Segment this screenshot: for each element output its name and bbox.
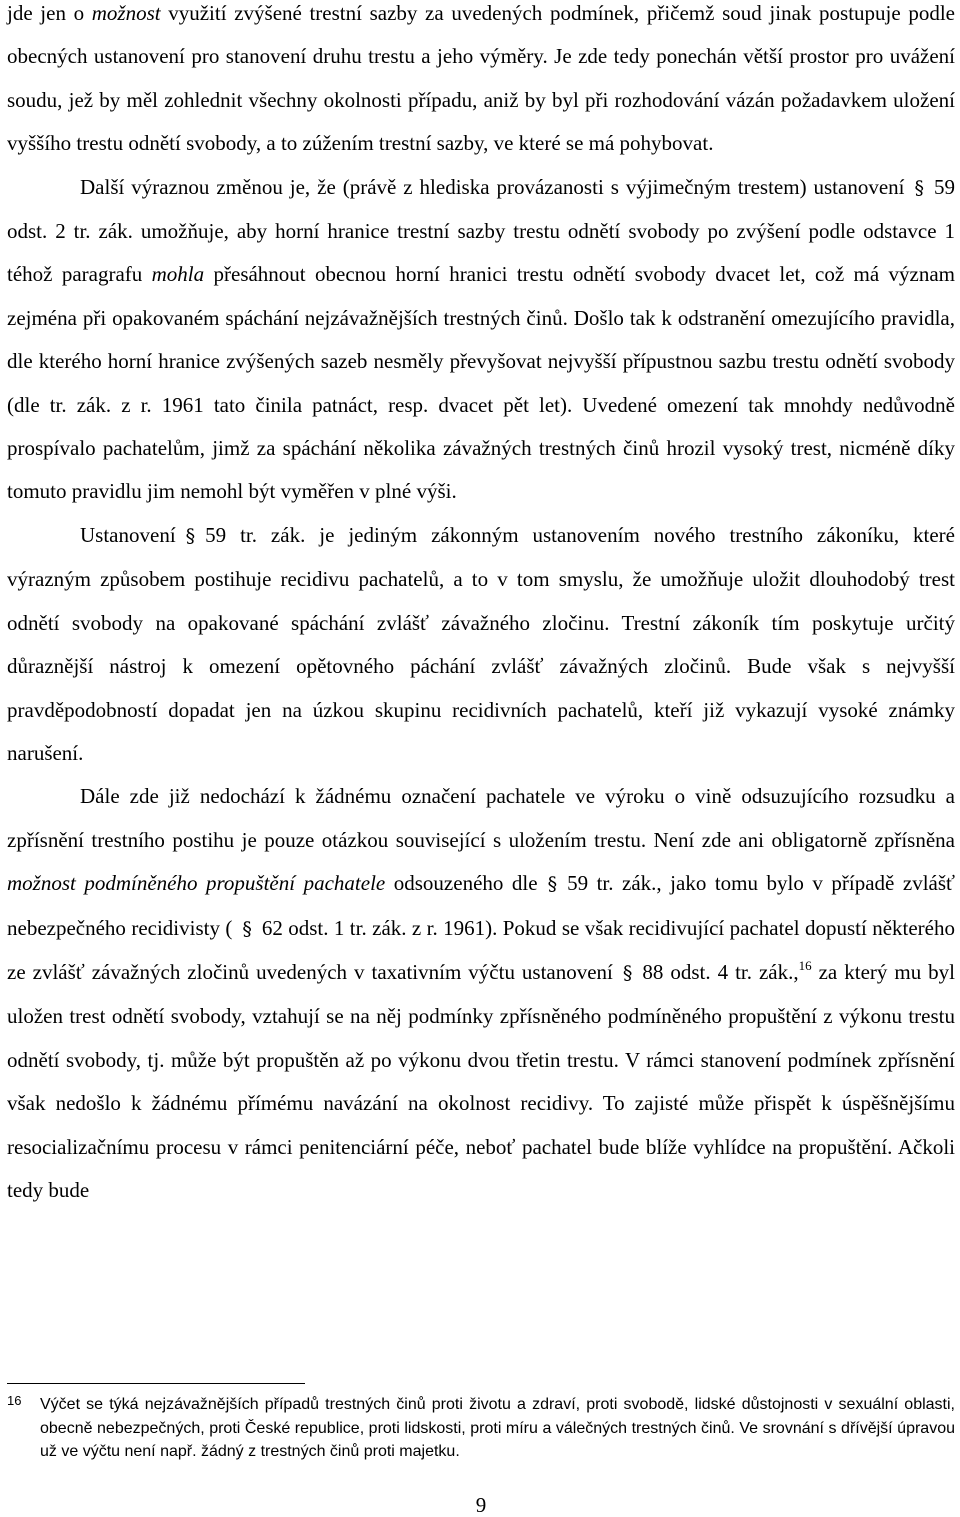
document-page — [7, 0, 956, 1517]
text-run: Ustanovení — [80, 522, 176, 547]
footnote-number: 16 — [7, 1393, 22, 1408]
page-number: 9 — [475, 1493, 487, 1517]
footnote-text: Výčet se týká nejzávažnějších případů trestných činů proti životu a zdraví, proti svobodě, lidské důstojnosti v sexuální oblasti, obecně nebezpečných, proti České republice, proti lidskosti, proti míru a válečných trestných činů. Ve srovnání s dřívější úpravou už ve výčtu není např. žádný z trestných činů proti majetku. — [40, 1396, 955, 1460]
emphasis-text: možnost podmíněného propuštění pachatele — [7, 871, 386, 896]
text-run: 59 odst. 2 tr. zák. umožňuje, aby horní hranice trestní sazby trestu odnětí svobody po zvýšení podle odstavce 1 téhož paragrafu — [7, 174, 955, 287]
paragraph-3 — [7, 514, 955, 775]
footnote — [7, 1393, 955, 1464]
section-sign-icon: § — [547, 873, 558, 896]
section-sign-icon: § — [185, 524, 196, 547]
paragraph-2 — [7, 166, 955, 514]
text-run: 62 odst. 1 tr. zák. z r. 1961). Pokud se však recidivující pachatel dopustí některého ze zvlášť závažných zločinů uvedených v taxativním výčtu ustanovení — [7, 915, 955, 984]
section-sign-icon: § — [914, 176, 924, 199]
text-run: využití zvýšené trestní sazby za uvedených podmínek, přičemž soud jinak postupuje podle obecných ustanovení pro stanovení druhu trestu a jeho výměry. Je zde tedy ponechán větší prostor pro uvážení soudu, jež by měl zohlednit všechny okolnosti případu, aniž by byl při rozhodování vázán požadavkem uložení vyššího trestu odnětí svobody, a to zúžením trestní sazby, ve které se má pohybovat. — [7, 1, 955, 156]
text-run: odsouzeného dle — [385, 871, 538, 896]
text-run: Další výraznou změnou je, že (právě z hlediska provázanosti s výjimečným trestem) ustanovení — [80, 174, 905, 199]
emphasis-text: mohla — [151, 262, 205, 287]
text-run: 88 odst. 4 tr. zák., — [642, 959, 799, 984]
text-run: 59 tr. zák. je jediným zákonným ustanovením nového trestního zákoníku, které výrazným způsobem postihuje recidivu pachatelů, a to v tom smyslu, že umožňuje uložit dlouhodobý trest odnětí svobody na opakované spáchání zvlášť závažného zločinu. Trestní zákoník tím poskytuje určitý důraznější nástroj k omezení opětovného páchání zvlášť závažných zločinů. Bude však s nejvyšší pravděpodobností dopadat jen na úzkou skupinu recidivních pachatelů, kteří již vykazují vysoké známky narušení. — [7, 522, 955, 765]
text-run: za který mu byl uložen trest odnětí svobody, vztahují se na něj podmínky zpřísněného podmíněného propuštění z výkonu trestu odnětí svobody, tj. může být propuštěn až po výkonu dvou třetin trestu. V rámci stanovení podmínek zpřísnění však nedošlo k žádnému přímému navázání na okolnost recidivy. To zajisté může přispět k úspěšnějšímu resocializačnímu procesu v rámci penitenciární péče, neboť pachatel bude blíže vyhlídce na propuštění. Ačkoli tedy bude — [7, 959, 956, 1202]
paragraph-4 — [7, 775, 955, 1212]
section-sign-icon: § — [242, 917, 252, 940]
paragraph-1 — [7, 0, 955, 166]
text-run: 59 tr. zák., jako tomu bylo v případě zvlášť nebezpečného recidivisty ( — [7, 871, 955, 940]
text-run: jde jen o — [7, 1, 92, 25]
text-run: Dále zde již nedochází k žádnému označení pachatele ve výroku o vině odsuzujícího rozsudku a zpřísnění trestního postihu je pouze otázkou související s uložením trestu. Není zde ani obligatorně zpřísněna — [7, 784, 955, 852]
footnote-separator — [7, 1383, 305, 1384]
text-run: přesáhnout obecnou horní hranici trestu odnětí svobody dvacet let, což má význam zejména při opakovaném spáchání nejzávažnějších trestných činů. Došlo tak k odstranění omezujícího pravidla, dle kterého horní hranice zvýšených sazeb nesměly převyšovat nejvyšší přípustnou sazbu trestu odnětí svobody (dle tr. zák. z r. 1961 tato činila patnáct, resp. dvacet pět let). Uvedené omezení tak mnohdy nedůvodně prospívalo pachatelům, jimž za spáchání několika závažných trestných činů hrozil vysoký trest, nicméně díky tomuto pravidlu jim nemohl být vyměřen v plné výši. — [7, 262, 955, 504]
footnote-reference[interactable]: 16 — [798, 957, 812, 973]
emphasis-text: možnost — [91, 1, 161, 25]
section-sign-icon: § — [622, 961, 633, 984]
